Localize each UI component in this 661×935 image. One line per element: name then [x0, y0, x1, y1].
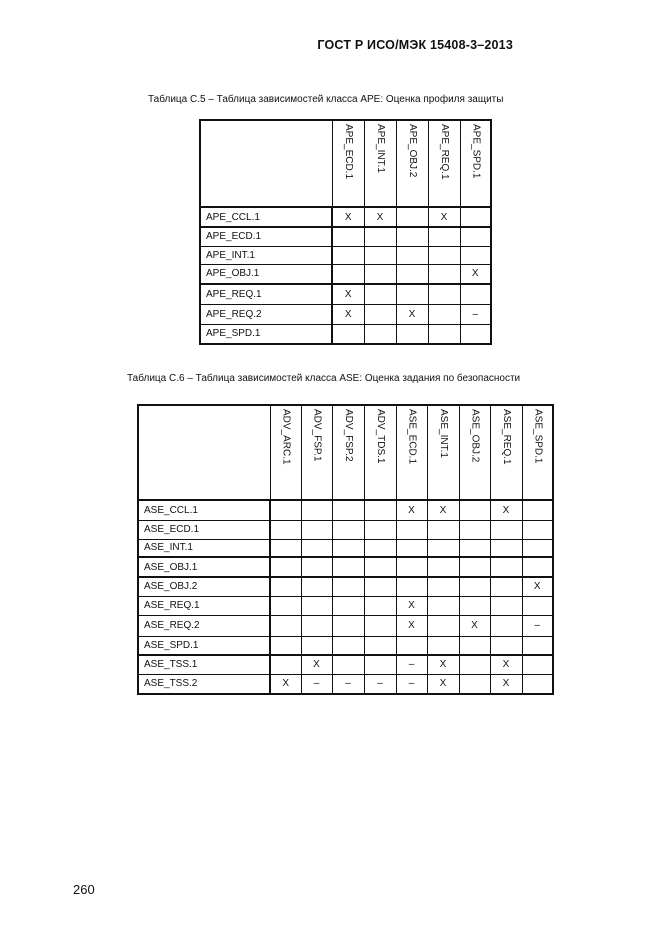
dependency-cell [459, 655, 490, 674]
dependency-cell: X [490, 655, 522, 674]
dependency-cell [459, 500, 490, 520]
dependency-cell [332, 500, 364, 520]
dependency-cell [270, 596, 301, 615]
dependency-cell: X [301, 655, 332, 674]
dependency-cell: X [459, 615, 490, 636]
dependency-cell [301, 577, 332, 596]
dependency-cell [364, 636, 396, 655]
dependency-cell [460, 284, 491, 304]
dependency-cell [301, 636, 332, 655]
dependency-cell: X [490, 500, 522, 520]
dependency-cell [460, 246, 491, 264]
dependency-cell [396, 284, 428, 304]
dependency-cell [301, 596, 332, 615]
dependency-cell [270, 539, 301, 557]
table-row [200, 246, 491, 264]
row-label: APE_OBJ.1 [200, 264, 332, 284]
dependency-cell [522, 636, 553, 655]
column-header [460, 120, 491, 207]
table6-dependency-table [137, 404, 554, 695]
dependency-cell [396, 264, 428, 284]
dependency-cell [301, 615, 332, 636]
column-header [522, 405, 553, 500]
dependency-cell [301, 557, 332, 577]
table-row [138, 615, 553, 636]
dependency-cell [332, 636, 364, 655]
dependency-cell [332, 246, 364, 264]
document-header: ГОСТ Р ИСО/МЭК 15408-3–2013 [317, 38, 513, 52]
dependency-cell [332, 227, 364, 246]
dependency-cell [522, 500, 553, 520]
row-label: APE_CCL.1 [200, 207, 332, 227]
dependency-cell [364, 284, 396, 304]
row-label: ASE_ECD.1 [138, 520, 270, 539]
dependency-cell [396, 246, 428, 264]
dependency-cell [427, 636, 459, 655]
column-header-label: APE_INT.1 [375, 124, 386, 173]
dependency-cell [427, 596, 459, 615]
column-header-label: APE_REQ.1 [439, 124, 450, 180]
dependency-cell [460, 227, 491, 246]
dependency-cell [428, 304, 460, 324]
dependency-cell [428, 264, 460, 284]
dependency-cell [490, 577, 522, 596]
dependency-cell: – [364, 674, 396, 694]
dependency-cell [396, 636, 427, 655]
table6-caption: Таблица С.6 – Таблица зависимостей класса ASE: Оценка задания по безопасности [127, 373, 521, 384]
dependency-cell [459, 520, 490, 539]
dependency-cell [460, 207, 491, 227]
table-row [200, 304, 491, 324]
dependency-cell [396, 324, 428, 344]
dependency-cell [490, 596, 522, 615]
column-header-label: APE_SPD.1 [470, 124, 482, 179]
dependency-cell: – [396, 655, 427, 674]
dependency-cell [332, 577, 364, 596]
dependency-cell [427, 557, 459, 577]
dependency-cell: X [427, 655, 459, 674]
dependency-cell [522, 674, 553, 694]
table-row [138, 655, 553, 674]
table-row [200, 227, 491, 246]
row-label: ASE_TSS.2 [138, 674, 270, 694]
column-header-label: ASE_REQ.1 [501, 409, 512, 465]
dependency-cell [427, 577, 459, 596]
dependency-cell [459, 596, 490, 615]
column-header [490, 405, 522, 500]
dependency-cell [428, 324, 460, 344]
row-label: ASE_CCL.1 [138, 500, 270, 520]
table-row [200, 264, 491, 284]
row-label: ASE_OBJ.1 [138, 557, 270, 577]
dependency-cell [459, 674, 490, 694]
dependency-cell [364, 324, 396, 344]
column-header [428, 120, 460, 207]
table-row [200, 284, 491, 304]
dependency-cell [332, 324, 364, 344]
column-header [332, 120, 364, 207]
dependency-cell [270, 615, 301, 636]
dependency-cell: X [490, 674, 522, 694]
table-row [138, 577, 553, 596]
dependency-cell [364, 227, 396, 246]
dependency-cell [396, 557, 427, 577]
dependency-cell: – [522, 615, 553, 636]
row-label: ASE_OBJ.2 [138, 577, 270, 596]
dependency-cell [364, 557, 396, 577]
table5-caption: Таблица С.5 – Таблица зависимостей класса APE: Оценка профиля защиты [148, 94, 504, 105]
dependency-cell [332, 557, 364, 577]
dependency-cell [364, 264, 396, 284]
row-label: ASE_INT.1 [138, 539, 270, 557]
row-label: APE_SPD.1 [200, 324, 332, 344]
column-header [270, 405, 301, 500]
dependency-cell [428, 246, 460, 264]
table-row [138, 500, 553, 520]
dependency-cell [522, 655, 553, 674]
dependency-cell [460, 324, 491, 344]
dependency-cell [364, 520, 396, 539]
dependency-cell [270, 636, 301, 655]
dependency-cell [490, 557, 522, 577]
column-header [364, 120, 396, 207]
column-header [364, 405, 396, 500]
dependency-cell [364, 655, 396, 674]
dependency-cell: – [460, 304, 491, 324]
column-header [396, 120, 428, 207]
column-header-label: ADV_TDS.1 [375, 409, 386, 464]
column-header-label: ASE_ECD.1 [406, 409, 418, 465]
table-row [138, 596, 553, 615]
table-row [138, 636, 553, 655]
dependency-cell [301, 500, 332, 520]
dependency-cell [364, 539, 396, 557]
column-header [301, 405, 332, 500]
column-header-label: ASE_INT.1 [438, 409, 449, 458]
dependency-cell [332, 655, 364, 674]
dependency-cell [459, 557, 490, 577]
dependency-cell [459, 539, 490, 557]
dependency-cell [396, 227, 428, 246]
dependency-cell [332, 264, 364, 284]
dependency-cell [522, 520, 553, 539]
dependency-cell [364, 304, 396, 324]
dependency-cell [270, 520, 301, 539]
dependency-cell [459, 636, 490, 655]
column-header [427, 405, 459, 500]
dependency-cell [427, 520, 459, 539]
dependency-cell [270, 500, 301, 520]
dependency-cell [490, 636, 522, 655]
dependency-cell [332, 520, 364, 539]
row-label: ASE_REQ.2 [138, 615, 270, 636]
dependency-cell: X [396, 615, 427, 636]
dependency-cell [396, 539, 427, 557]
dependency-cell [270, 655, 301, 674]
table5-dependency-table [199, 119, 492, 345]
dependency-cell: X [522, 577, 553, 596]
column-header-label: APE_ECD.1 [343, 124, 354, 180]
dependency-cell [490, 520, 522, 539]
column-header [332, 405, 364, 500]
dependency-cell [364, 500, 396, 520]
dependency-cell [396, 577, 427, 596]
dependency-cell: – [332, 674, 364, 694]
dependency-cell [364, 246, 396, 264]
column-header-label: ADV_ARC.1 [280, 409, 292, 465]
row-label: ASE_TSS.1 [138, 655, 270, 674]
dependency-cell [332, 596, 364, 615]
table-corner-cell [200, 120, 332, 207]
dependency-cell [427, 615, 459, 636]
column-header-label: ADV_FSP.2 [343, 409, 354, 462]
dependency-cell: X [332, 304, 364, 324]
dependency-cell: X [270, 674, 301, 694]
column-header-label: ADV_FSP.1 [311, 409, 323, 462]
table-row [200, 207, 491, 227]
table-row [138, 557, 553, 577]
dependency-cell [332, 539, 364, 557]
dependency-cell: X [396, 304, 428, 324]
dependency-cell [364, 596, 396, 615]
table-row [138, 539, 553, 557]
dependency-cell [301, 539, 332, 557]
row-label: ASE_SPD.1 [138, 636, 270, 655]
dependency-cell: X [427, 674, 459, 694]
column-header-label: ASE_OBJ.2 [469, 409, 481, 463]
dependency-cell [522, 539, 553, 557]
dependency-cell: X [428, 207, 460, 227]
dependency-cell [396, 520, 427, 539]
table-row [200, 324, 491, 344]
table-row [138, 674, 553, 694]
dependency-cell: X [396, 596, 427, 615]
row-label: APE_ECD.1 [200, 227, 332, 246]
table-corner-cell [138, 405, 270, 500]
column-header [459, 405, 490, 500]
dependency-cell: X [364, 207, 396, 227]
dependency-cell [270, 557, 301, 577]
dependency-cell: – [396, 674, 427, 694]
column-header-label: APE_OBJ.2 [407, 124, 418, 178]
dependency-cell [428, 284, 460, 304]
table-row [138, 520, 553, 539]
dependency-cell: X [460, 264, 491, 284]
dependency-cell [301, 520, 332, 539]
column-header [396, 405, 427, 500]
dependency-cell [428, 227, 460, 246]
dependency-cell [490, 615, 522, 636]
dependency-cell: – [301, 674, 332, 694]
row-label: APE_INT.1 [200, 246, 332, 264]
dependency-cell [427, 539, 459, 557]
dependency-cell [522, 596, 553, 615]
dependency-cell [396, 207, 428, 227]
dependency-cell [490, 539, 522, 557]
dependency-cell: X [396, 500, 427, 520]
row-label: APE_REQ.1 [200, 284, 332, 304]
dependency-cell: X [427, 500, 459, 520]
dependency-cell: X [332, 207, 364, 227]
dependency-cell [364, 615, 396, 636]
dependency-cell [270, 577, 301, 596]
dependency-cell [522, 557, 553, 577]
row-label: ASE_REQ.1 [138, 596, 270, 615]
dependency-cell: X [332, 284, 364, 304]
dependency-cell [332, 615, 364, 636]
dependency-cell [459, 577, 490, 596]
page-number: 260 [73, 882, 95, 897]
dependency-cell [364, 577, 396, 596]
row-label: APE_REQ.2 [200, 304, 332, 324]
column-header-label: ASE_SPD.1 [532, 409, 544, 464]
